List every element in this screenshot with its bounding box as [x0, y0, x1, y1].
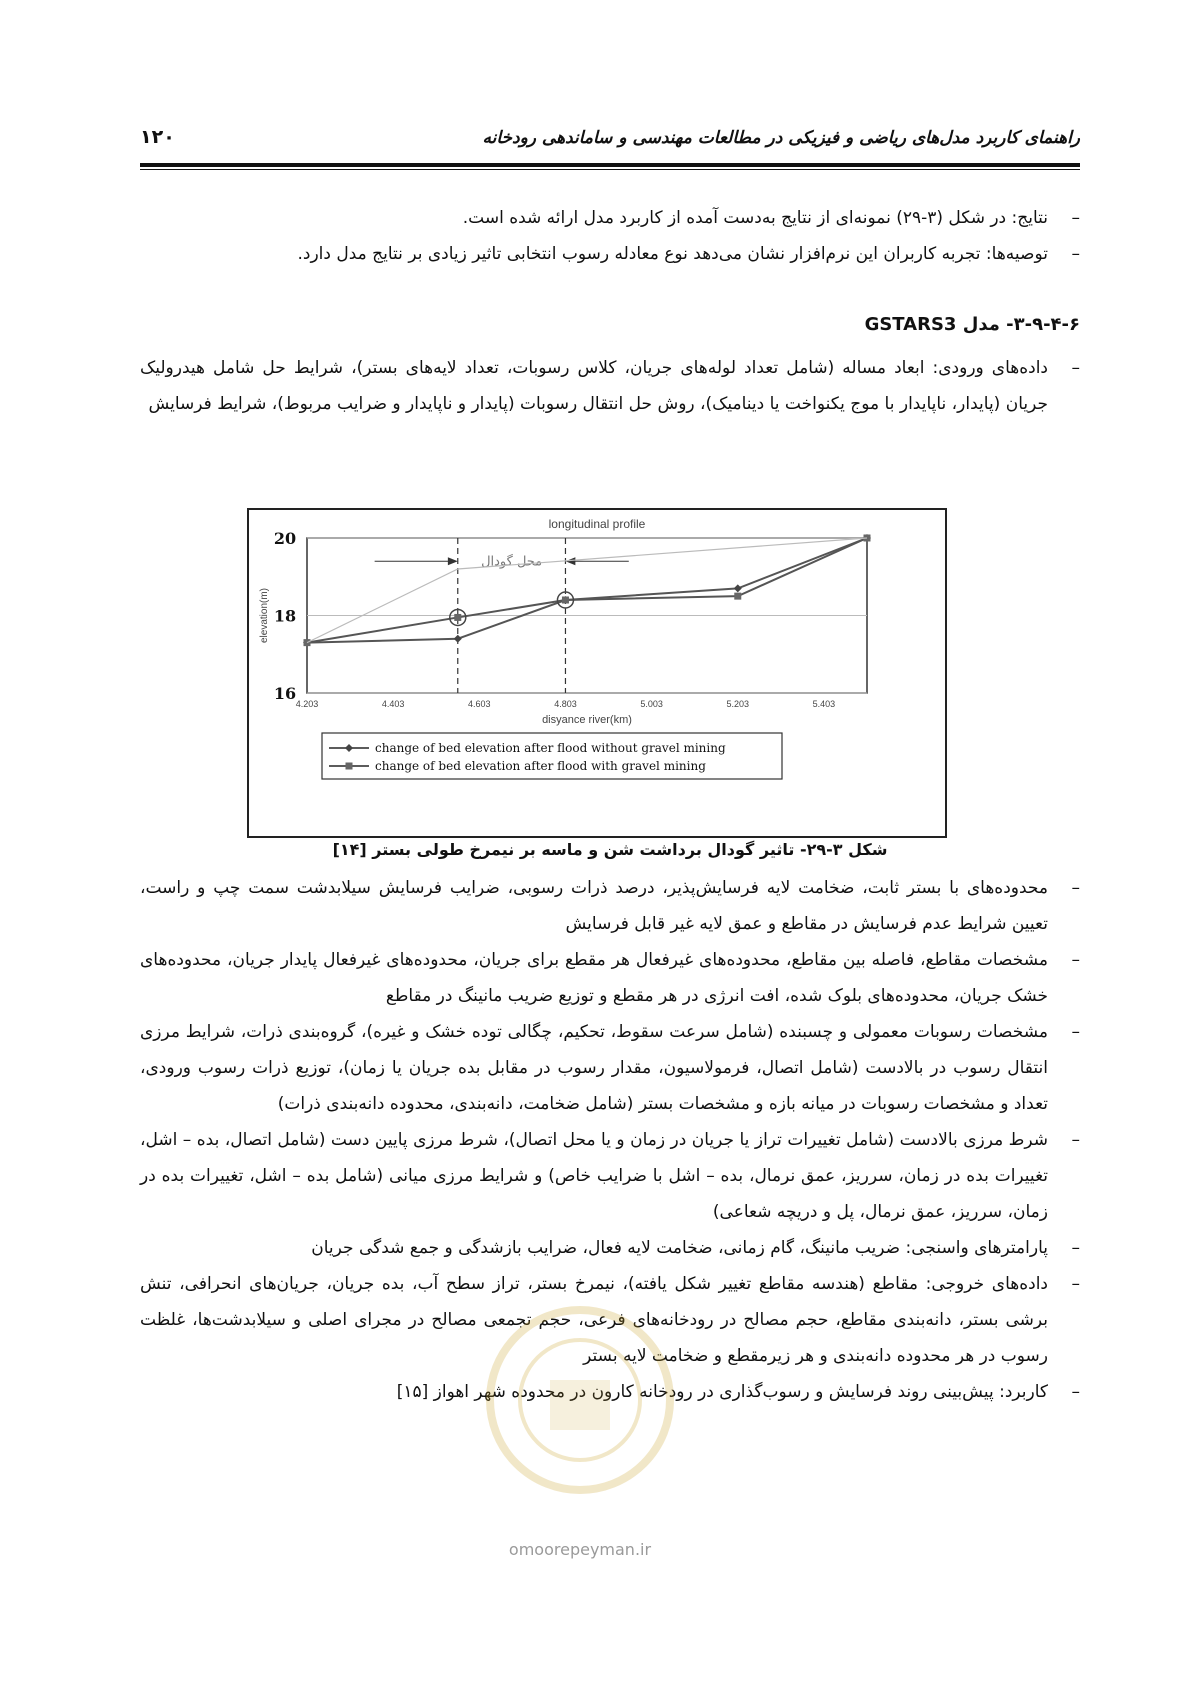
- x-tick-label: 5.403: [812, 699, 836, 709]
- bullet-calibration: – پارامترهای واسنجی: ضریب مانینگ، گام زمانی، ضخامت لایه فعال، ضرایب بازشدگی و جمع شدگی جریان: [311, 1238, 1080, 1258]
- pit-annotation: محل گودال: [481, 554, 543, 570]
- bullet-results: – نتایج: در شکل (۳-۲۹) نمونه‌ای از نتایج به‌دست آمده از کاربرد مدل ارائه شده است.: [462, 208, 1080, 228]
- input-bullet-block: [140, 350, 1080, 422]
- bullet-fixed-bed: – محدوده‌های با بستر ثابت، ضخامت لایه فرسایش‌پذیر، درصد ذرات رسوبی، ضرایب فرسایش سیلابدشت سمت چپ و راست، تعیین شرایط عدم فرسایش در مقاطع و عمق لایه غیر قابل فرسایش: [140, 878, 1080, 934]
- data-point: [734, 593, 741, 600]
- header-title: راهنمای کاربرد مدل‌های ریاضی و فیزیکی در مطالعات مهندسی و ساماندهی رودخانه: [482, 128, 1080, 148]
- section-heading: ۳-۹-۴-۶- مدل GSTARS3: [864, 314, 1080, 335]
- y-axis-label: elevation(m): [259, 587, 270, 644]
- bullet-sediments: – مشخصات رسوبات معمولی و چسبنده (شامل سرعت سقوط، تحکیم، چگالی توده خشک و غیره)، گروه‌بندی ذرات، شرایط مرزی انتقال رسوب در بالادست (شامل اتصال، فرمولاسیون، مقدار رسوب در مقابل بده جریان یا زمان)، توزیع ذرات رسوب ورودی، تعداد و مشخصات رسوبات در میانه بازه و مشخصات بستر (شامل ضخامت، دانه‌بندی، محدوده دانه‌بندی ذرات): [140, 1022, 1080, 1114]
- data-point: [454, 614, 461, 621]
- top-bullets: [140, 200, 1080, 272]
- x-axis-label: disyance river(km): [542, 714, 632, 726]
- x-tick-label: 4.803: [554, 699, 577, 709]
- bullet-sections: – مشخصات مقاطع، فاصله بین مقاطع، محدوده‌های غیرفعال هر مقطع برای جریان، محدوده‌های غیرفعال پایدار جریان، محدوده‌های خشک جریان، محدوده‌های بلوک شده، افت انرژی در هر مقطع و توزیع ضریب مانینگ در مقاطع: [140, 950, 1080, 1006]
- page-header: [140, 122, 1080, 162]
- bullet-input-data: – داده‌های ورودی: ابعاد مساله (شامل تعداد لوله‌های جریان، کلاس رسوبات، تعداد لایه‌های بستر)، شرایط حل شامل هیدرولیک جریان (پایدار، ناپایدار با موج یکنواخت یا دینامیک)، روش حل انتقال رسوبات (پایدار و ناپایدار و ضرایب مربوط)، شرایط فرسایش: [140, 358, 1080, 414]
- y-tick-label: 20: [273, 529, 297, 548]
- y-tick-label: 16: [273, 684, 297, 703]
- x-tick-label: 4.203: [295, 699, 319, 709]
- header-rule-thin: [140, 169, 1080, 170]
- legend-marker: [346, 763, 353, 770]
- x-tick-label: 4.603: [468, 699, 491, 709]
- header-rule: [140, 163, 1080, 167]
- x-tick-label: 5.003: [640, 699, 663, 709]
- chart-title: longitudinal profile: [548, 517, 646, 531]
- page-number: ۱۲۰: [140, 126, 175, 148]
- data-point: [562, 597, 569, 604]
- longitudinal-profile-chart: [247, 508, 947, 838]
- bullet-output: – داده‌های خروجی: مقاطع (هندسه مقاطع تغییر شکل یافته)، نیمرخ بستر، تراز سطح آب، بده جریان، جریان‌های انحرافی، تنش برشی بستر، دانه‌بندی مقاطع، حجم مصالح در رودخانه‌های فرعی، حجم تجمعی مصالح در مجرای اصلی و سیلابدشت‌ها، غلظت رسوب در هر محدوده دانه‌بندی و هر زیرمقطع و ضخامت لایه بستر: [140, 1274, 1080, 1366]
- x-tick-label: 5.203: [726, 699, 750, 709]
- x-tick-label: 4.403: [381, 699, 405, 709]
- bullet-recommendations: – توصیه‌ها: تجربه کاربران این نرم‌افزار نشان می‌دهد نوع معادله رسوب انتخابی تاثیر زیادی بر نتایج مدل دارد.: [297, 244, 1080, 264]
- watermark-logo-icon: [480, 1300, 680, 1500]
- watermark-url: omoorepeyman.ir: [508, 1540, 652, 1559]
- legend-label: change of bed elevation after flood with gravel mining: [375, 759, 706, 773]
- figure-caption: شکل ۳-۲۹- تاثیر گودال برداشت شن و ماسه بر نیمرخ طولی بستر [۱۴]: [332, 840, 888, 859]
- legend-label: change of bed elevation after flood without gravel mining: [375, 741, 726, 755]
- bullet-application: – کاربرد: پیش‌بینی روند فرسایش و رسوب‌گذاری در رودخانه کارون در محدوده شهر اهواز [۱۵]: [396, 1382, 1080, 1402]
- bullet-boundary: – شرط مرزی بالادست (شامل تغییرات تراز یا جریان در زمان و یا محل اتصال)، شرط مرزی پایین دست (شامل اتصال، بده – اشل، تغییرات بده در زمان، سرریز، عمق نرمال، بده – اشل با ضرایب خاص) و شرایط مرزی میانی (شامل بده – اشل، تغییرات بده در زمان، سرریز، عمق نرمال، پل و دریچه شعاعی): [140, 1130, 1080, 1222]
- y-tick-label: 18: [273, 606, 297, 626]
